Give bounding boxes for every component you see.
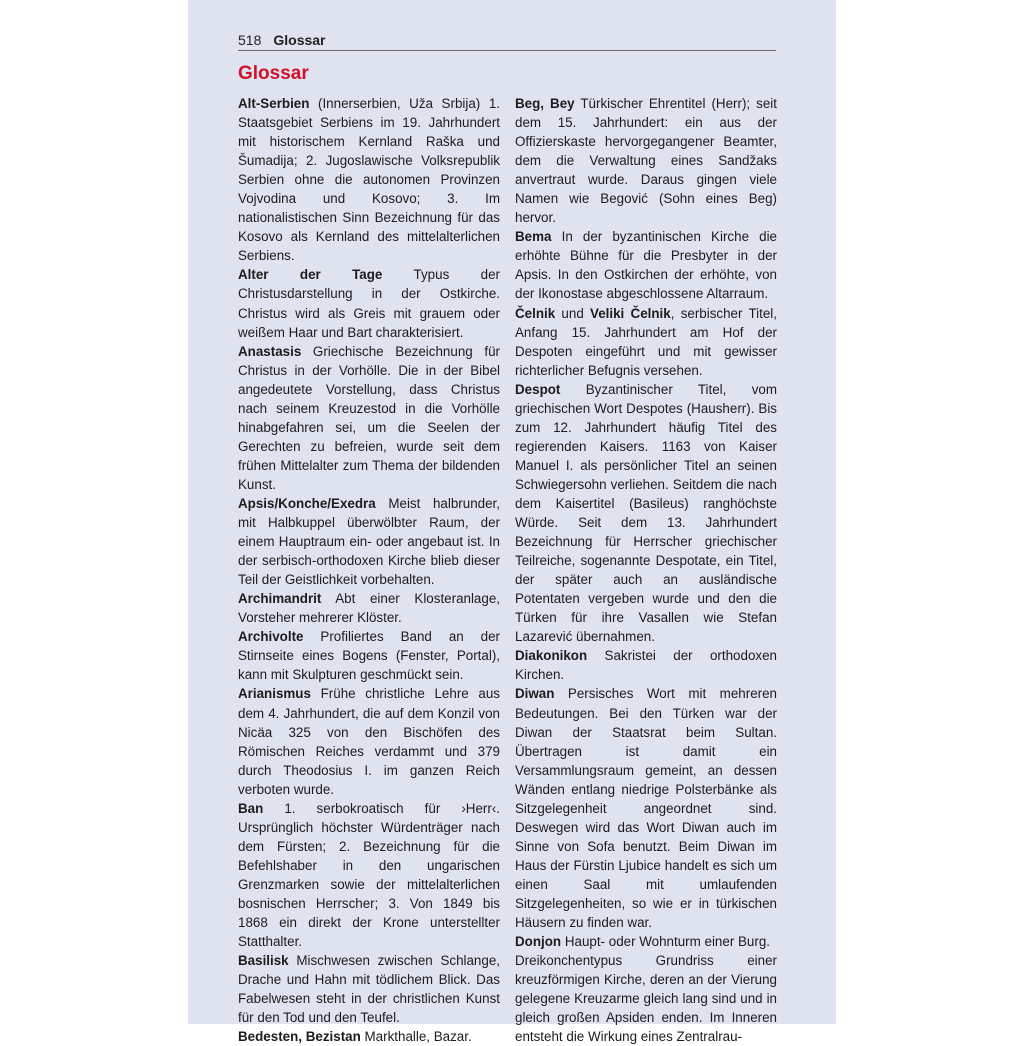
entry-term: Alter der Tage <box>238 267 383 283</box>
entry-term: Bema <box>515 229 552 245</box>
running-header <box>238 31 776 51</box>
entry-definition: 1. serbokroatisch für ›Herr‹. Ursprünglich höchster Würdenträger nach dem Fürsten; 2. Bezeichnung für die Befehlshaber in den ungarischen Grenzmarken sowie der mittelalterlichen bosnischen Herrscher; 3. Von 1849 bis 1868 ein direkt der Krone unterstellter Statthalter. <box>238 800 500 950</box>
glossary-entry <box>238 494 500 589</box>
entry-term: Diwan <box>515 686 555 702</box>
glossary-entry <box>515 227 777 303</box>
glossary-column-left <box>238 94 500 1046</box>
glossary-entry <box>238 94 500 265</box>
entry-definition: In der byzantinischen Kirche die erhöhte Bühne für die Presbyter in der Apsis. In den Ostkirchen der erhöhte, von der Ikonostase abgeschlossene Altarraum. <box>515 229 777 302</box>
entry-connector: und <box>555 305 591 321</box>
entry-term: Archivolte <box>238 629 304 645</box>
glossary-entry <box>238 799 500 951</box>
entry-term: Alt-Serbien <box>238 96 310 111</box>
entry-definition: , serbischer Titel, Anfang 15. Jahrhundert am Hof der Despoten eingeführt und mit gewisser richterlicher Befugnis versehen. <box>515 305 777 378</box>
entry-definition: Frühe christliche Lehre aus dem 4. Jahrhundert, die auf dem Konzil von Nicäa 325 von den Bischöfen des Römischen Reiches verdammt und 379 durch Theodosius I. im ganzen Reich verboten wurde. <box>238 686 500 797</box>
entry-definition: Typus der Christusdarstellung in der Ostkirche. Christus wird als Greis mit grauem oder weißem Haar und Bart charakterisiert. <box>238 267 501 340</box>
entry-definition: Haupt- oder Wohnturm einer Burg. <box>561 934 771 950</box>
entry-term: Basilisk <box>238 953 289 969</box>
glossary-entry <box>515 932 777 951</box>
glossary-entry <box>515 380 777 647</box>
entry-definition: Markthalle, Bazar. <box>360 1029 472 1045</box>
entry-definition: (Innerserbien, Uža Srbija) 1. Staatsgebiet Serbiens im 19. Jahrhundert mit historischem Kernland Raška und Šumadija; 2. Jugoslawische Volksrepublik Serbien ohne die autonomen Provinzen Vojvodina und Kosovo; 3. Im nationalistischen Sinn Bezeichnung für das Kosovo als Kernland des mittelalterlichen Serbiens. <box>238 96 500 264</box>
running-title: Glossar <box>273 32 326 48</box>
entry-term: Ban <box>238 800 264 816</box>
glossary-entry <box>238 342 500 494</box>
glossary-entry <box>238 627 500 684</box>
entry-definition: Sakristei der orthodoxen Kirchen. <box>515 648 777 683</box>
entry-definition: Byzantinischer Titel, vom griechischen Wort Despotes (Hausherr). Bis zum 12. Jahrhundert häufig Titel des regierenden Kaisers. 1163 von Kaiser Manuel I. als persönlicher Titel an seinen Schwiegersohn verliehen. Seitdem die nach dem Kaisertitel (Basileus) ranghöchste Würde. Seit dem 13. Jahrhundert Bezeichnung für Herrscher griechischer Teilreiche, sogenannte Despotate, ein Titel, der später auch an ausländische Potentaten vergeben wurde und den die Türken für ihre Vasallen wie Stefan Lazarević übernahmen. <box>515 381 777 645</box>
entry-term: Donjon <box>515 934 562 950</box>
entry-term: Čelnik <box>515 305 556 321</box>
entry-definition: Persisches Wort mit mehreren Bedeutungen. Bei den Türken war der Diwan der Staatsrat beim Sultan. Übertragen ist damit ein Versammlungsraum gemeint, an dessen Wänden entlang niedrige Polsterbänke als Sitzgelegenheit angeordnet sind. Deswegen wird das Wort Diwan auch im Sinne von Sofa benutzt. Beim Diwan im Haus der Fürstin Ljubice handelt es sich um einen Saal mit umlaufenden Sitzgelegenheiten, so wie er in türkischen Häusern zu finden war. <box>515 686 777 931</box>
entry-definition: Abt einer Klosteranlage, Vorsteher mehrerer Klöster. <box>238 591 500 626</box>
page-number: 518 <box>238 32 262 48</box>
entry-definition: Griechische Bezeichnung für Christus in der Vorhölle. Die in der Bibel angedeutete Vorstellung, dass Christus nach seinem Kreuzestod in die Vorhölle hinabgefahren sei, um die Seelen der Gerechten zu befreien, wurde seit dem frühen Mittelalter zum Thema der bildenden Kunst. <box>238 343 500 492</box>
entry-definition: Profiliertes Band an der Stirnseite eines Bogens (Fenster, Portal), kann mit Skulpturen geschmückt sein. <box>238 629 500 683</box>
entry-definition: Türkischer Ehrentitel (Herr); seit dem 15. Jahrhundert: ein aus der Offizierskaste hervorgegangener Beamter, dem die Verwaltung eines Sandžaks anvertraut wurde. Daraus gingen viele Namen wie Begović (Sohn eines Beg) hervor. <box>515 96 777 226</box>
glossary-entry <box>238 951 500 1027</box>
entry-term: Bedesten, Bezistan <box>238 1029 361 1045</box>
entry-definition: Dreikonchentypus Grundriss einer kreuzförmigen Kirche, deren an der Vierung gelegene Kreuzarme gleich lang sind und in gleich großen Apsiden enden. Im Inneren entsteht die Wirkung eines Zentralrau- <box>515 953 777 1045</box>
entry-definition: Meist halbrunder, mit Halbkuppel überwölbter Raum, der einem Hauptraum ein- oder angebaut ist. In der serbisch-orthodoxen Kirche blieb dieser Teil der Geistlichkeit vorbehalten. <box>238 495 500 588</box>
entry-term: Arianismus <box>238 686 311 702</box>
entry-term: Diakonikon <box>515 648 588 664</box>
entry-term: Apsis/Konche/Exedra <box>238 495 376 511</box>
glossary-entry <box>238 265 500 341</box>
entry-term: Despot <box>515 381 561 397</box>
glossary-entry <box>515 304 777 380</box>
entry-term-secondary: Veliki Čelnik <box>590 305 671 321</box>
entry-definition: Mischwesen zwischen Schlange, Drache und Hahn mit tödlichem Blick. Das Fabelwesen steht in der christlichen Kunst für den Tod und den Teufel. <box>238 953 500 1026</box>
glossary-entry <box>238 1027 500 1046</box>
entry-term: Anastasis <box>238 343 302 359</box>
glossary-entry <box>515 94 777 227</box>
entry-term: Archimandrit <box>238 591 322 607</box>
glossary-entry <box>515 951 777 1046</box>
glossary-entry <box>238 684 500 798</box>
page-title: Glossar <box>238 63 309 84</box>
glossary-column-right <box>515 94 777 1046</box>
glossary-entry <box>515 646 777 684</box>
glossary-entry <box>515 684 777 932</box>
entry-term: Beg, Bey <box>515 96 575 111</box>
glossary-entry <box>238 589 500 627</box>
